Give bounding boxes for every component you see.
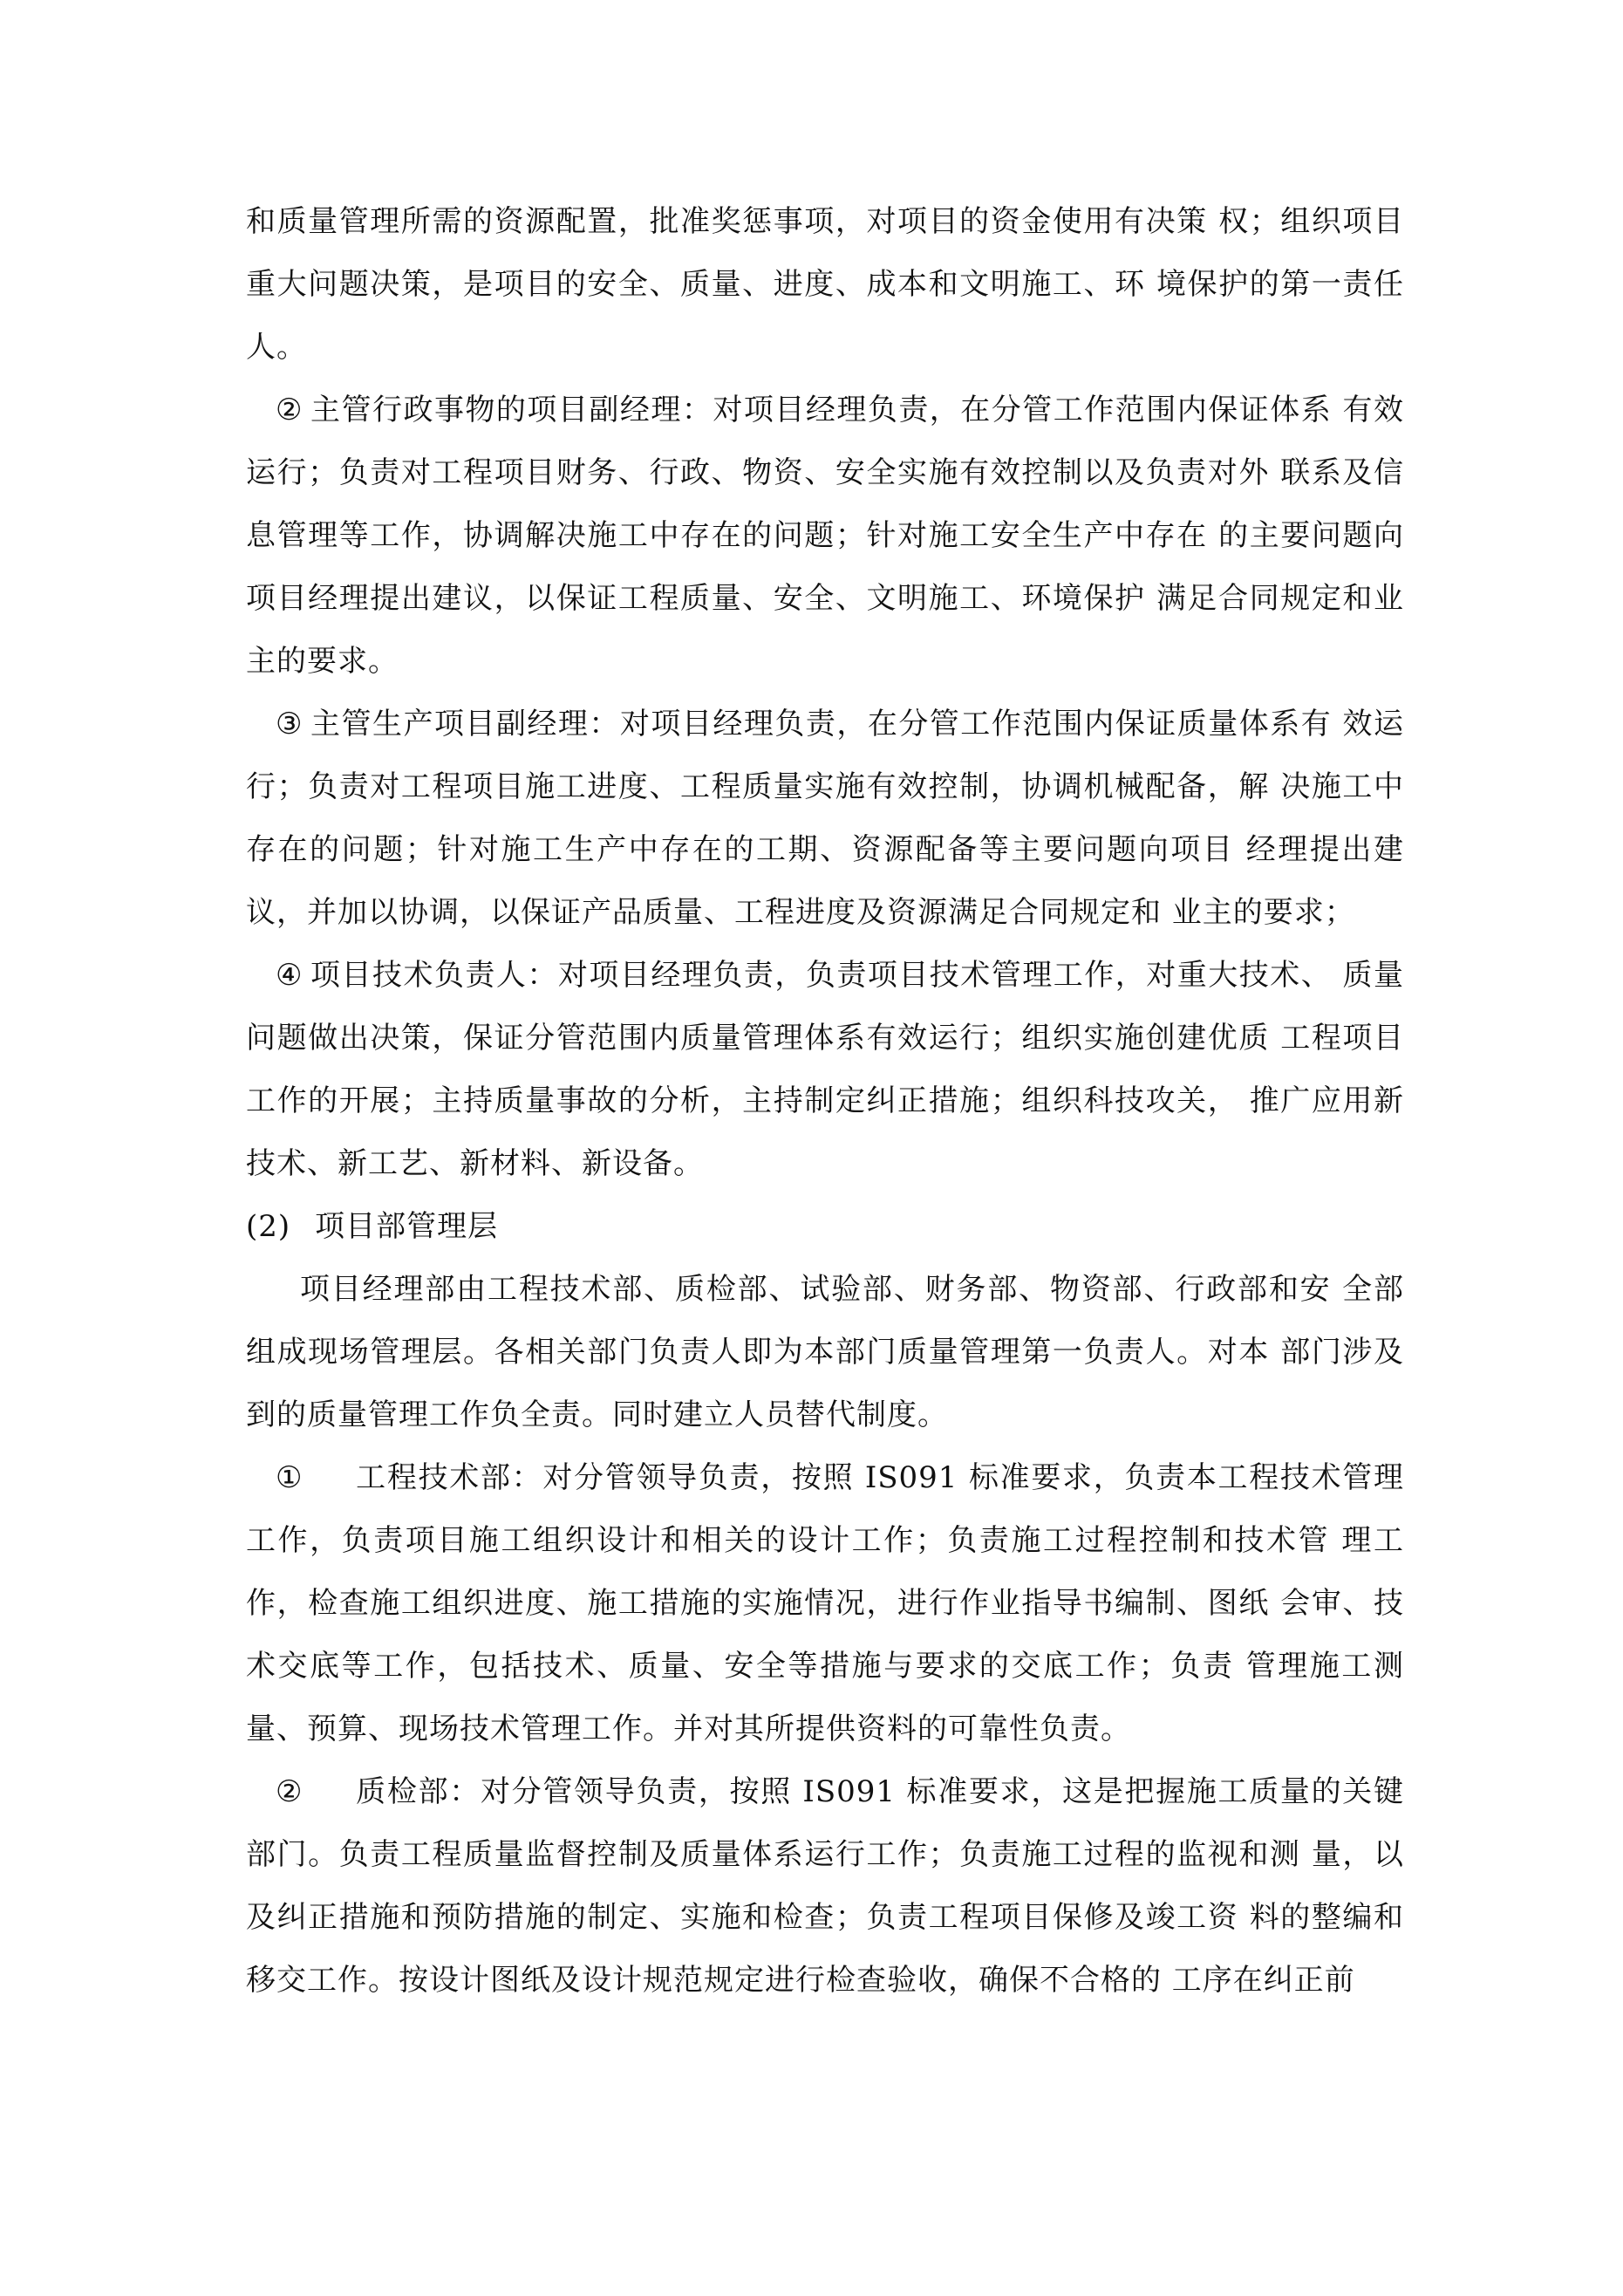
paragraph-management-layer (246, 1258, 1404, 1446)
paragraph-engineering-dept (246, 1446, 1404, 1760)
paragraph-quality-dept (246, 1760, 1404, 2012)
paragraph-text: 工程技术部：对分管领导负责，按照 IS091 标准要求，负责本工程技术管理工作，负责项目施工组织设计和相关的设计工作；负责施工过程控制和技术管 理工作，检查施工组织进度、施工措施的实施情况，进行作业指导书编制、图纸 会审、技术交底等工作，包括技术、质量、安全等措施与要求的交底工作；负责 管理施工测量、预算、现场技术管理工作。并对其所提供资料的可靠性负责。 (246, 1460, 1404, 1746)
list-marker: ③ (276, 707, 303, 741)
list-marker: ② (276, 393, 303, 427)
document-body (246, 190, 1404, 2012)
list-marker: ② (276, 1774, 303, 1809)
paragraph-manager-duties-continued (246, 190, 1404, 379)
paragraph-text: 项目经理部由工程技术部、质检部、试验部、财务部、物资部、行政部和安 全部组成现场管理层。各相关部门负责人即为本部门质量管理第一负责人。对本 部门涉及到的质量管理工作负全责。同时建立人员替代制度。 (246, 1272, 1404, 1432)
paragraph-text: 项目技术负责人：对项目经理负责，负责项目技术管理工作，对重大技术、 质量问题做出决策，保证分管范围内质量管理体系有效运行；组织实施创建优质 工程项目工作的开展；主持质量事故的分析，主持制定纠正措施；组织科技攻关， 推广应用新技术、新工艺、新材料、新设备。 (246, 958, 1404, 1181)
list-marker: ① (276, 1460, 303, 1495)
paragraph-text: 质检部：对分管领导负责，按照 IS091 标准要求，这是把握施工质量的关键部门。负责工程质量监督控制及质量体系运行工作；负责施工过程的监视和测 量，以及纠正措施和预防措施的制定、实施和检查；负责工程项目保修及竣工资 料的整编和移交工作。按设计图纸及设计规范规定进行检查验收，确保不合格的 工序在纠正前 (246, 1774, 1404, 1998)
paragraph-technical-lead (246, 944, 1404, 1195)
paragraph-text: 主管生产项目副经理：对项目经理负责，在分管工作范围内保证质量体系有 效运行；负责对工程项目施工进度、工程质量实施有效控制，协调机械配备，解 决施工中存在的问题；针对施工生产中存在的工期、资源配备等主要问题向项目 经理提出建议，并加以协调，以保证产品质量、工程进度及资源满足合同规定和 业主的要求； (246, 707, 1404, 930)
paragraph-text: 和质量管理所需的资源配置，批准奖惩事项，对项目的资金使用有决策 权；组织项目重大问题决策，是项目的安全、质量、进度、成本和文明施工、环 境保护的第一责任人。 (246, 204, 1404, 365)
paragraph-text: 主管行政事物的项目副经理：对项目经理负责，在分管工作范围内保证体系 有效运行；负责对工程项目财务、行政、物资、安全实施有效控制以及负责对外 联系及信息管理等工作，协调解决施工中存在的问题；针对施工安全生产中存在 的主要问题向项目经理提出建议，以保证工程质量、安全、文明施工、环境保护 满足合同规定和业主的要求。 (246, 393, 1404, 679)
section-heading (246, 1195, 1404, 1258)
section-title: 项目部管理层 (315, 1209, 499, 1244)
list-marker: ④ (276, 958, 303, 993)
section-number: (2) (246, 1209, 291, 1244)
paragraph-production-deputy-manager (246, 693, 1404, 944)
paragraph-admin-deputy-manager (246, 379, 1404, 693)
